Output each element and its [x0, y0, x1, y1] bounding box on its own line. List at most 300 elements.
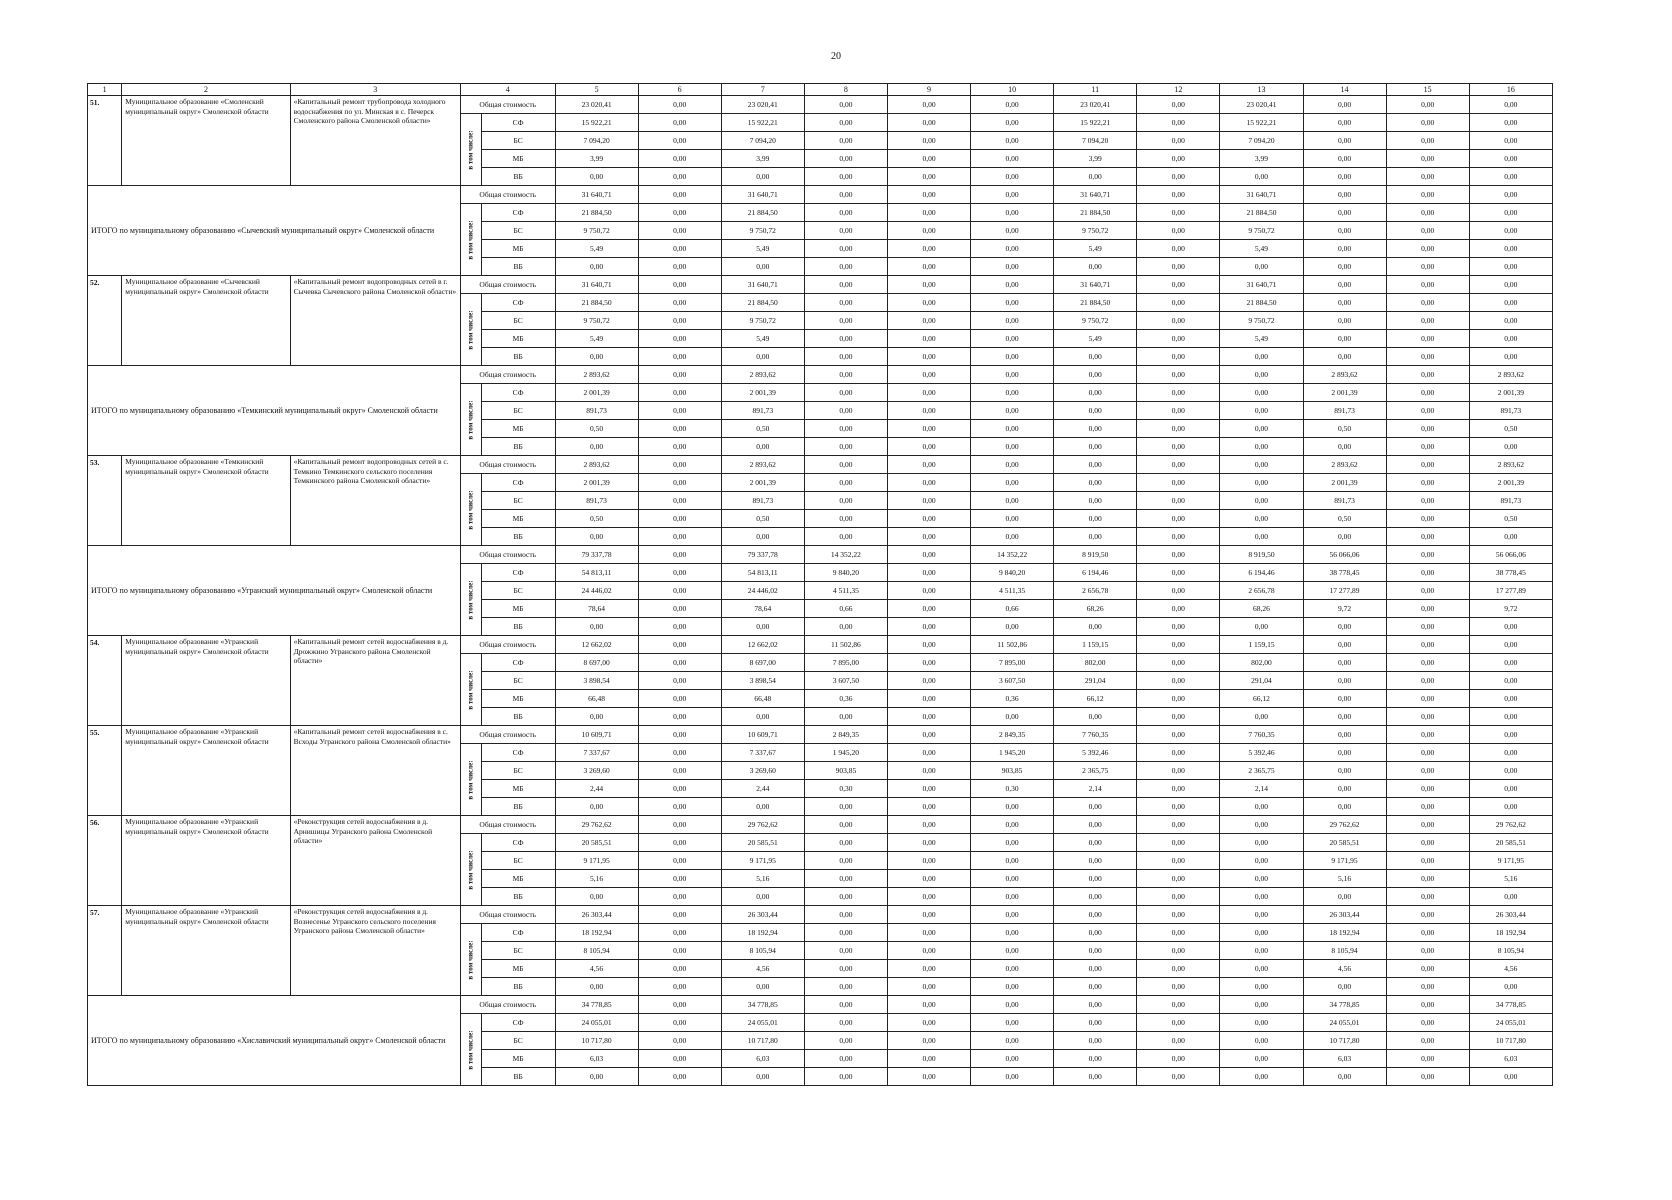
- value-cell: 20 585,51: [555, 834, 638, 852]
- value-cell: 0,00: [887, 726, 970, 744]
- value-cell: 0,00: [971, 798, 1054, 816]
- value-cell: 0,00: [971, 852, 1054, 870]
- value-cell: 3 898,54: [555, 672, 638, 690]
- value-cell: 0,00: [887, 240, 970, 258]
- item-number: 53.: [88, 456, 122, 546]
- municipality-name: Муниципальное образование «Смоленский муниципальный округ» Смоленской области: [122, 96, 290, 186]
- value-cell: 0,00: [1137, 1014, 1220, 1032]
- value-cell: 20 585,51: [1303, 834, 1386, 852]
- value-cell: 15 922,21: [555, 114, 638, 132]
- source-label: МБ: [481, 960, 555, 978]
- value-cell: 0,00: [1220, 402, 1303, 420]
- value-cell: 0,00: [1303, 276, 1386, 294]
- value-cell: 15 922,21: [1054, 114, 1137, 132]
- value-cell: 0,00: [1137, 762, 1220, 780]
- value-cell: 0,00: [804, 204, 887, 222]
- source-label: МБ: [481, 240, 555, 258]
- value-cell: 29 762,62: [1469, 816, 1552, 834]
- object-name: «Капитальный ремонт водопроводных сетей в с. Темкино Темкинского сельского поселения Темкинского района Смоленской области»: [290, 456, 460, 546]
- value-cell: 0,00: [638, 96, 721, 114]
- value-cell: 0,00: [1386, 438, 1469, 456]
- value-cell: 802,00: [1054, 654, 1137, 672]
- value-cell: 0,00: [638, 456, 721, 474]
- source-label: ВБ: [481, 168, 555, 186]
- value-cell: 0,00: [804, 1032, 887, 1050]
- value-cell: 31 640,71: [1054, 186, 1137, 204]
- value-cell: 0,00: [1386, 330, 1469, 348]
- value-cell: 2 656,78: [1054, 582, 1137, 600]
- value-cell: 31 640,71: [721, 186, 804, 204]
- value-cell: 0,00: [638, 312, 721, 330]
- value-cell: 0,00: [638, 780, 721, 798]
- value-cell: 0,00: [1386, 780, 1469, 798]
- total-row: [88, 996, 1553, 1014]
- value-cell: 0,00: [1303, 438, 1386, 456]
- value-cell: 8 105,94: [1303, 942, 1386, 960]
- group-label: в том числе:: [466, 129, 475, 170]
- value-cell: 0,00: [1137, 456, 1220, 474]
- value-cell: 0,00: [1137, 1050, 1220, 1068]
- value-cell: 0,00: [638, 348, 721, 366]
- item-row: [88, 96, 1553, 114]
- value-cell: 0,00: [1386, 222, 1469, 240]
- value-cell: 0,00: [1469, 672, 1552, 690]
- value-cell: 0,00: [1469, 636, 1552, 654]
- value-cell: 0,00: [804, 510, 887, 528]
- value-cell: 8 697,00: [721, 654, 804, 672]
- value-cell: 79 337,78: [721, 546, 804, 564]
- source-label: СФ: [481, 384, 555, 402]
- value-cell: 0,00: [971, 1032, 1054, 1050]
- group-label: в том числе:: [466, 939, 475, 980]
- value-cell: 0,00: [638, 1068, 721, 1086]
- value-cell: 8 697,00: [555, 654, 638, 672]
- value-cell: 15 922,21: [721, 114, 804, 132]
- value-cell: 11 502,86: [971, 636, 1054, 654]
- value-cell: 0,00: [1137, 132, 1220, 150]
- value-cell: 291,04: [1220, 672, 1303, 690]
- value-cell: 3,99: [1220, 150, 1303, 168]
- column-number: 12: [1137, 84, 1220, 96]
- value-cell: 0,00: [638, 1050, 721, 1068]
- value-cell: 0,00: [804, 708, 887, 726]
- value-cell: 0,00: [1386, 906, 1469, 924]
- value-cell: 0,00: [638, 276, 721, 294]
- value-cell: 0,00: [887, 672, 970, 690]
- value-cell: 0,00: [1303, 654, 1386, 672]
- item-number: 52.: [88, 276, 122, 366]
- value-cell: 23 020,41: [1220, 96, 1303, 114]
- value-cell: 0,00: [1386, 474, 1469, 492]
- column-number: 6: [638, 84, 721, 96]
- value-cell: 0,00: [971, 132, 1054, 150]
- value-cell: 9 171,95: [555, 852, 638, 870]
- value-cell: 0,00: [1220, 852, 1303, 870]
- value-cell: 0,00: [1469, 258, 1552, 276]
- value-cell: 0,00: [971, 420, 1054, 438]
- municipality-name: Муниципальное образование «Угранский муниципальный округ» Смоленской области: [122, 816, 290, 906]
- value-cell: 0,00: [1137, 600, 1220, 618]
- value-cell: 0,00: [638, 384, 721, 402]
- source-label: СФ: [481, 744, 555, 762]
- value-cell: 0,00: [971, 708, 1054, 726]
- value-cell: 2 001,39: [1303, 384, 1386, 402]
- value-cell: 0,00: [887, 870, 970, 888]
- value-cell: 0,00: [971, 402, 1054, 420]
- value-cell: 8 919,50: [1220, 546, 1303, 564]
- value-cell: 0,00: [1469, 726, 1552, 744]
- value-cell: 0,00: [1137, 654, 1220, 672]
- value-cell: 0,00: [555, 978, 638, 996]
- value-cell: 0,00: [887, 996, 970, 1014]
- source-label: СФ: [481, 834, 555, 852]
- value-cell: 3 607,50: [971, 672, 1054, 690]
- value-cell: 0,00: [721, 258, 804, 276]
- value-cell: 38 778,45: [1469, 564, 1552, 582]
- value-cell: 9 171,95: [1469, 852, 1552, 870]
- value-cell: 0,00: [638, 294, 721, 312]
- value-cell: 0,00: [887, 402, 970, 420]
- value-cell: 0,00: [1220, 1068, 1303, 1086]
- value-cell: 0,00: [971, 240, 1054, 258]
- value-cell: 34 778,85: [1303, 996, 1386, 1014]
- value-cell: 0,00: [638, 816, 721, 834]
- value-cell: 6 194,46: [1220, 564, 1303, 582]
- value-cell: 8 105,94: [1469, 942, 1552, 960]
- value-cell: 0,00: [638, 888, 721, 906]
- value-cell: 0,00: [638, 852, 721, 870]
- value-cell: 0,00: [971, 204, 1054, 222]
- value-cell: 0,00: [1137, 96, 1220, 114]
- total-label: ИТОГО по муниципальному образованию «Темкинский муниципальный округ» Смоленской области: [88, 366, 461, 456]
- value-cell: 4 511,35: [804, 582, 887, 600]
- source-label: МБ: [481, 600, 555, 618]
- value-cell: 0,00: [1220, 924, 1303, 942]
- value-cell: 0,00: [1469, 312, 1552, 330]
- value-cell: 0,00: [1386, 546, 1469, 564]
- municipality-name: Муниципальное образование «Угранский муниципальный округ» Смоленской области: [122, 906, 290, 996]
- value-cell: 0,00: [887, 1014, 970, 1032]
- value-cell: 291,04: [1054, 672, 1137, 690]
- group-label-cell: [460, 474, 481, 546]
- value-cell: 0,00: [1469, 348, 1552, 366]
- value-cell: 0,00: [971, 276, 1054, 294]
- value-cell: 0,00: [555, 528, 638, 546]
- total-cost-label: Общая стоимость: [460, 816, 555, 834]
- value-cell: 0,00: [804, 492, 887, 510]
- value-cell: 12 662,02: [555, 636, 638, 654]
- value-cell: 2 001,39: [721, 474, 804, 492]
- value-cell: 5,49: [1220, 240, 1303, 258]
- value-cell: 0,00: [638, 546, 721, 564]
- object-name: «Капитальный ремонт сетей водоснабжения в д. Дрожжино Угранского района Смоленской области»: [290, 636, 460, 726]
- source-label: СФ: [481, 924, 555, 942]
- item-number: 54.: [88, 636, 122, 726]
- value-cell: 68,26: [1054, 600, 1137, 618]
- value-cell: 0,00: [1386, 726, 1469, 744]
- value-cell: 0,00: [804, 276, 887, 294]
- group-label-cell: [460, 294, 481, 366]
- value-cell: 0,00: [1303, 888, 1386, 906]
- value-cell: 0,00: [1386, 366, 1469, 384]
- group-label-cell: [460, 924, 481, 996]
- value-cell: 21 884,50: [555, 204, 638, 222]
- value-cell: 0,00: [1386, 294, 1469, 312]
- value-cell: 66,12: [1220, 690, 1303, 708]
- value-cell: 0,00: [721, 348, 804, 366]
- value-cell: 8 919,50: [1054, 546, 1137, 564]
- value-cell: 0,00: [638, 492, 721, 510]
- value-cell: 0,30: [804, 780, 887, 798]
- value-cell: 0,00: [1137, 690, 1220, 708]
- value-cell: 0,00: [555, 798, 638, 816]
- value-cell: 3 898,54: [721, 672, 804, 690]
- value-cell: 0,00: [804, 456, 887, 474]
- value-cell: 0,00: [887, 654, 970, 672]
- value-cell: 0,00: [1469, 114, 1552, 132]
- value-cell: 0,00: [1386, 1032, 1469, 1050]
- value-cell: 10 609,71: [721, 726, 804, 744]
- value-cell: 0,00: [638, 924, 721, 942]
- value-cell: 0,00: [555, 168, 638, 186]
- value-cell: 0,00: [1054, 1032, 1137, 1050]
- value-cell: 0,00: [1303, 672, 1386, 690]
- value-cell: 0,50: [721, 510, 804, 528]
- value-cell: 0,00: [1303, 618, 1386, 636]
- value-cell: 0,00: [1054, 834, 1137, 852]
- value-cell: 3 607,50: [804, 672, 887, 690]
- value-cell: 0,00: [721, 888, 804, 906]
- value-cell: 0,00: [887, 852, 970, 870]
- value-cell: 0,00: [804, 168, 887, 186]
- value-cell: 7 094,20: [721, 132, 804, 150]
- value-cell: 0,00: [887, 744, 970, 762]
- value-cell: 0,00: [1220, 258, 1303, 276]
- value-cell: 23 020,41: [721, 96, 804, 114]
- value-cell: 0,00: [1137, 312, 1220, 330]
- value-cell: 0,00: [887, 348, 970, 366]
- value-cell: 9 171,95: [721, 852, 804, 870]
- value-cell: 2,44: [555, 780, 638, 798]
- column-number: 16: [1469, 84, 1552, 96]
- value-cell: 0,00: [1303, 528, 1386, 546]
- value-cell: 0,00: [1220, 348, 1303, 366]
- value-cell: 0,00: [887, 816, 970, 834]
- value-cell: 5 392,46: [1220, 744, 1303, 762]
- value-cell: 0,00: [555, 618, 638, 636]
- value-cell: 0,00: [1137, 204, 1220, 222]
- value-cell: 0,00: [804, 222, 887, 240]
- value-cell: 0,00: [1303, 294, 1386, 312]
- value-cell: 0,00: [1137, 528, 1220, 546]
- source-label: МБ: [481, 780, 555, 798]
- value-cell: 0,00: [887, 330, 970, 348]
- value-cell: 0,00: [1386, 492, 1469, 510]
- total-cost-label: Общая стоимость: [460, 726, 555, 744]
- value-cell: 0,00: [1137, 1032, 1220, 1050]
- value-cell: 0,00: [555, 348, 638, 366]
- source-label: СФ: [481, 654, 555, 672]
- value-cell: 0,00: [971, 924, 1054, 942]
- value-cell: 4,56: [1303, 960, 1386, 978]
- source-label: МБ: [481, 150, 555, 168]
- value-cell: 3,99: [721, 150, 804, 168]
- value-cell: 26 303,44: [1469, 906, 1552, 924]
- value-cell: 0,00: [1469, 528, 1552, 546]
- value-cell: 0,36: [804, 690, 887, 708]
- value-cell: 0,00: [638, 996, 721, 1014]
- value-cell: 0,00: [804, 438, 887, 456]
- value-cell: 9 750,72: [721, 222, 804, 240]
- financing-table: [87, 83, 1553, 1086]
- value-cell: 66,12: [1054, 690, 1137, 708]
- value-cell: 0,00: [1220, 1032, 1303, 1050]
- value-cell: 891,73: [555, 492, 638, 510]
- column-number: 13: [1220, 84, 1303, 96]
- value-cell: 0,00: [887, 798, 970, 816]
- value-cell: 0,00: [1137, 1068, 1220, 1086]
- value-cell: 0,00: [1303, 798, 1386, 816]
- value-cell: 0,00: [638, 618, 721, 636]
- value-cell: 0,00: [804, 240, 887, 258]
- total-cost-label: Общая стоимость: [460, 906, 555, 924]
- value-cell: 0,00: [1303, 978, 1386, 996]
- value-cell: 0,00: [804, 924, 887, 942]
- value-cell: 0,00: [1469, 654, 1552, 672]
- value-cell: 0,00: [1220, 456, 1303, 474]
- value-cell: 0,00: [1220, 942, 1303, 960]
- value-cell: 0,00: [1054, 1014, 1137, 1032]
- value-cell: 5,49: [1220, 330, 1303, 348]
- value-cell: 0,00: [638, 798, 721, 816]
- value-cell: 0,00: [1137, 186, 1220, 204]
- value-cell: 54 813,11: [721, 564, 804, 582]
- value-cell: 0,00: [971, 978, 1054, 996]
- value-cell: 0,00: [721, 1068, 804, 1086]
- value-cell: 0,00: [638, 204, 721, 222]
- value-cell: 0,00: [1469, 222, 1552, 240]
- value-cell: 0,00: [1303, 222, 1386, 240]
- value-cell: 2 001,39: [1469, 474, 1552, 492]
- value-cell: 0,00: [638, 978, 721, 996]
- value-cell: 0,00: [638, 222, 721, 240]
- source-label: БС: [481, 582, 555, 600]
- value-cell: 0,00: [638, 564, 721, 582]
- value-cell: 0,00: [971, 258, 1054, 276]
- column-number: 1: [88, 84, 122, 96]
- value-cell: 31 640,71: [1220, 276, 1303, 294]
- value-cell: 0,00: [1054, 960, 1137, 978]
- value-cell: 0,00: [1386, 582, 1469, 600]
- total-label: ИТОГО по муниципальному образованию «Угранский муниципальный округ» Смоленской области: [88, 546, 461, 636]
- total-label: ИТОГО по муниципальному образованию «Хиславичский муниципальный округ» Смоленской области: [88, 996, 461, 1086]
- value-cell: 0,50: [555, 420, 638, 438]
- item-row: [88, 816, 1553, 834]
- value-cell: 0,00: [804, 420, 887, 438]
- item-row: [88, 636, 1553, 654]
- value-cell: 0,00: [638, 1014, 721, 1032]
- value-cell: 0,00: [1137, 348, 1220, 366]
- value-cell: 56 066,06: [1469, 546, 1552, 564]
- value-cell: 0,00: [1386, 150, 1469, 168]
- total-cost-label: Общая стоимость: [460, 276, 555, 294]
- item-row: [88, 276, 1553, 294]
- value-cell: 891,73: [721, 492, 804, 510]
- value-cell: 0,00: [887, 96, 970, 114]
- value-cell: 0,00: [1137, 978, 1220, 996]
- group-label: в том числе:: [466, 309, 475, 350]
- source-label: БС: [481, 492, 555, 510]
- value-cell: 0,00: [1137, 510, 1220, 528]
- value-cell: 0,00: [1054, 474, 1137, 492]
- municipality-name: Муниципальное образование «Угранский муниципальный округ» Смоленской области: [122, 726, 290, 816]
- value-cell: 0,00: [1469, 690, 1552, 708]
- value-cell: 0,00: [1054, 420, 1137, 438]
- source-label: ВБ: [481, 798, 555, 816]
- group-label: в том числе:: [466, 489, 475, 530]
- value-cell: 0,00: [1303, 780, 1386, 798]
- value-cell: 0,00: [1386, 834, 1469, 852]
- value-cell: 5,49: [555, 240, 638, 258]
- value-cell: 0,00: [887, 546, 970, 564]
- value-cell: 0,00: [1054, 1068, 1137, 1086]
- value-cell: 7 094,20: [555, 132, 638, 150]
- value-cell: 0,00: [887, 942, 970, 960]
- value-cell: 0,00: [638, 258, 721, 276]
- value-cell: 17 277,89: [1303, 582, 1386, 600]
- value-cell: 0,00: [1137, 582, 1220, 600]
- value-cell: 7 895,00: [804, 654, 887, 672]
- value-cell: 2 001,39: [1303, 474, 1386, 492]
- value-cell: 5 392,46: [1054, 744, 1137, 762]
- source-label: БС: [481, 852, 555, 870]
- value-cell: 9 750,72: [1220, 222, 1303, 240]
- value-cell: 0,00: [1137, 240, 1220, 258]
- value-cell: 0,00: [1137, 708, 1220, 726]
- source-label: ВБ: [481, 438, 555, 456]
- object-name: «Капитальный ремонт водопроводных сетей в г. Сычевка Сычевского района Смоленской области»: [290, 276, 460, 366]
- value-cell: 3,99: [555, 150, 638, 168]
- value-cell: 0,00: [1469, 96, 1552, 114]
- column-number: 7: [721, 84, 804, 96]
- value-cell: 0,00: [638, 402, 721, 420]
- item-row: [88, 726, 1553, 744]
- value-cell: 0,00: [971, 960, 1054, 978]
- value-cell: 0,00: [1054, 870, 1137, 888]
- value-cell: 0,00: [1303, 114, 1386, 132]
- value-cell: 0,00: [804, 960, 887, 978]
- value-cell: 0,00: [1054, 924, 1137, 942]
- value-cell: 6 194,46: [1054, 564, 1137, 582]
- value-cell: 8 105,94: [555, 942, 638, 960]
- value-cell: 21 884,50: [1054, 294, 1137, 312]
- value-cell: 2 893,62: [1303, 456, 1386, 474]
- value-cell: 21 884,50: [1054, 204, 1137, 222]
- column-number: 14: [1303, 84, 1386, 96]
- value-cell: 21 884,50: [721, 204, 804, 222]
- value-cell: 0,00: [971, 474, 1054, 492]
- value-cell: 891,73: [1303, 492, 1386, 510]
- value-cell: 0,00: [1303, 168, 1386, 186]
- value-cell: 0,00: [887, 978, 970, 996]
- group-label: в том числе:: [466, 219, 475, 260]
- value-cell: 0,00: [887, 186, 970, 204]
- value-cell: 0,00: [1386, 690, 1469, 708]
- value-cell: 0,00: [887, 1068, 970, 1086]
- value-cell: 0,00: [1137, 564, 1220, 582]
- object-name: «Реконструкция сетей водоснабжения в д. Вознесенье Угранского сельского поселения Угранского района Смоленской области»: [290, 906, 460, 996]
- group-label-cell: [460, 654, 481, 726]
